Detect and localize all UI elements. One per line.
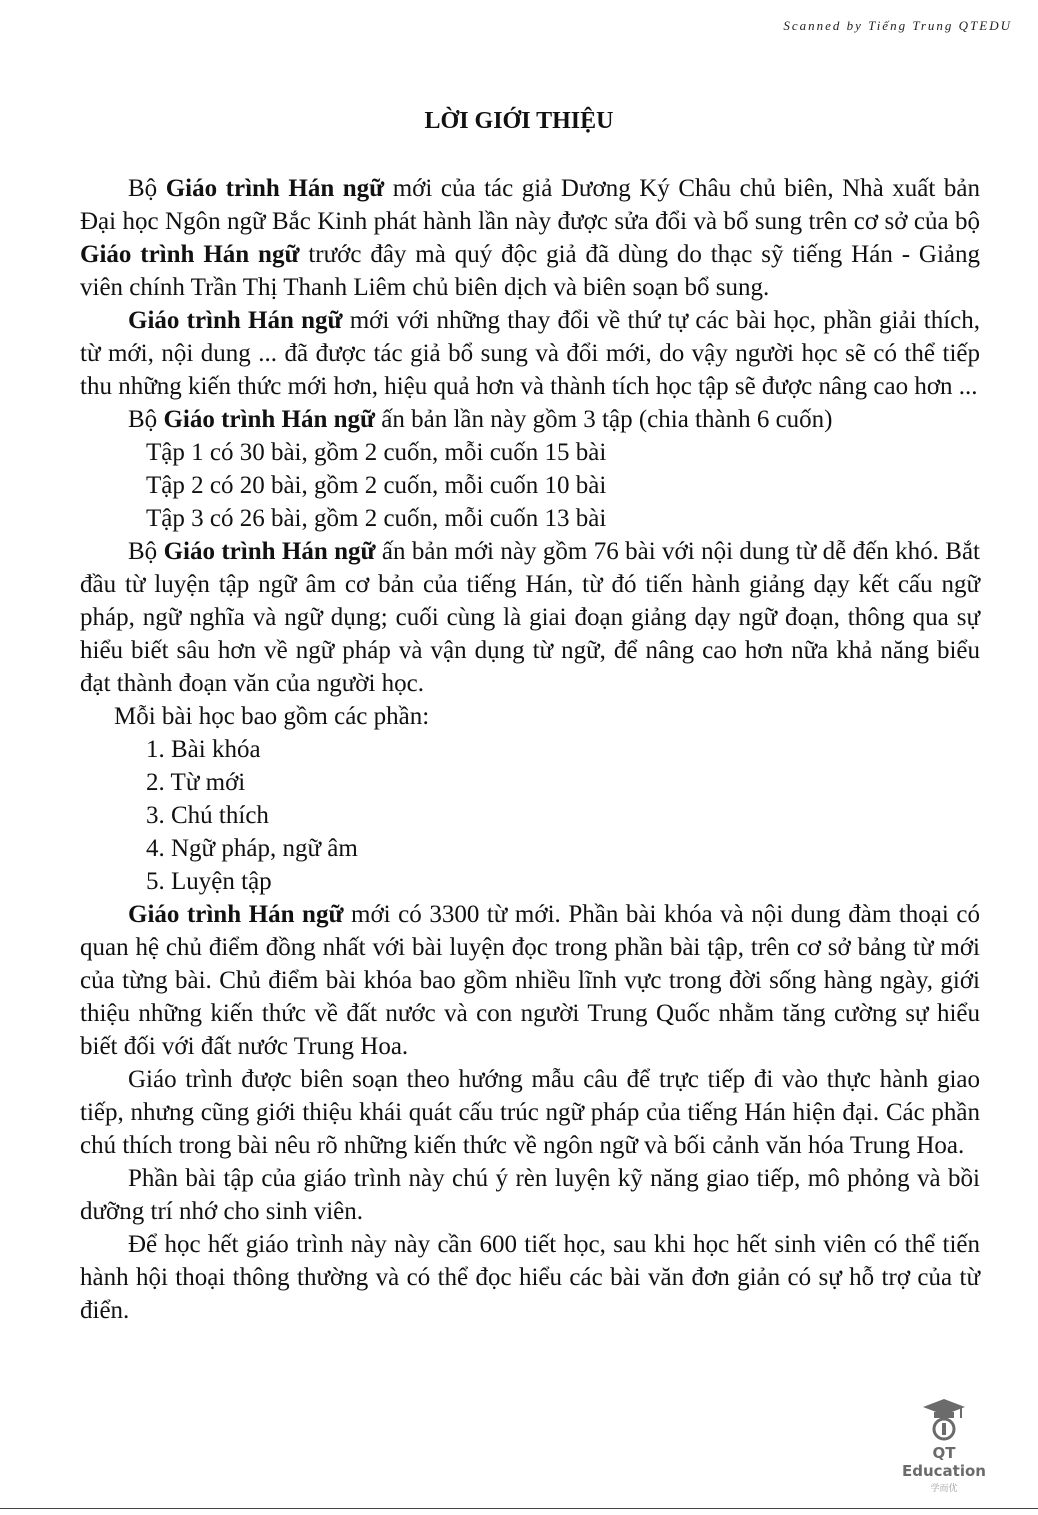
scan-credit: Scanned by Tiếng Trung QTEDU — [783, 18, 1012, 33]
list-item-lesson-part: 5. Luyện tập — [146, 868, 272, 895]
book-title: Giáo trình Hán ngữ — [165, 175, 385, 202]
list-item-lesson-part: 3. Chú thích — [146, 802, 269, 829]
paragraph-structure: Bộ Giáo trình Hán ngữ ấn bản mới này gồm 76 bài với nội dung từ dễ đến khó. Bắt đầu từ luyện tập ngữ âm cơ bản của tiếng Hán, từ đó tiến hành giảng dạy kết cấu ngữ pháp, ngữ nghĩa và ngữ dụng; cuối cùng là giai đoạn giảng dạy ngữ đoạn, thông qua sự hiểu biết sâu hơn về ngữ pháp và vận dụng từ ngữ, để nâng cao hơn nữa khả năng biểu đạt thành đoạn văn của người học. — [80, 538, 980, 697]
book-title: Giáo trình Hán ngữ — [128, 307, 343, 334]
document-body — [80, 172, 980, 1327]
logo-subtext: 学而优 — [930, 1484, 958, 1494]
list-item-lesson-part: 1. Bài khóa — [146, 736, 261, 763]
list-item-lesson-part: 4. Ngữ pháp, ngữ âm — [146, 835, 358, 862]
list-item-volume: Tập 2 có 20 bài, gồm 2 cuốn, mỗi cuốn 10 bài — [146, 472, 607, 499]
paragraph-hours: Để học hết giáo trình này này cần 600 tiết học, sau khi học hết sinh viên có thể tiến hành hội thoại thông thường và có thể đọc hiểu các bài văn đơn giản có sự hỗ trợ của từ điển. — [80, 1231, 980, 1324]
book-title: Giáo trình Hán ngữ — [80, 241, 300, 268]
list-item-volume: Tập 3 có 26 bài, gồm 2 cuốn, mỗi cuốn 13 bài — [146, 505, 607, 532]
paragraph-volumes: Bộ Giáo trình Hán ngữ ấn bản lần này gồm 3 tập (chia thành 6 cuốn) — [128, 406, 833, 433]
graduation-cap-logo-icon — [921, 1396, 967, 1442]
page-bottom-edge — [0, 1508, 1038, 1509]
logo-text: QT Education — [902, 1444, 986, 1480]
book-title: Giáo trình Hán ngữ — [163, 406, 376, 433]
list-item-volume: Tập 1 có 30 bài, gồm 2 cuốn, mỗi cuốn 15 bài — [146, 439, 607, 466]
list-item-lesson-part: 2. Từ mới — [146, 769, 246, 796]
paragraph-exercises: Phần bài tập của giáo trình này chú ý rèn luyện kỹ năng giao tiếp, mô phỏng và bồi dưỡng trí nhớ cho sinh viên. — [80, 1165, 980, 1225]
paragraph-lesson-parts: Mỗi bài học bao gồm các phần: — [114, 703, 430, 730]
book-title: Giáo trình Hán ngữ — [128, 901, 344, 928]
paragraph-vocabulary: Giáo trình Hán ngữ mới có 3300 từ mới. Phần bài khóa và nội dung đàm thoại có quan hệ chủ điểm đồng nhất với bài luyện đọc trong phần bài tập, trên cơ sở bảng từ mới của từng bài. Chủ điểm bài khóa bao gồm nhiều lĩnh vực trong đời sống hàng ngày, giới thiệu những kiến thức về đất nước và con người Trung Quốc nhằm tăng cường sự hiểu biết đối với đất nước Trung Hoa. — [80, 901, 980, 1060]
paragraph-approach: Giáo trình được biên soạn theo hướng mẫu câu để trực tiếp đi vào thực hành giao tiếp, nhưng cũng giới thiệu khái quát cấu trúc ngữ pháp của tiếng Hán hiện đại. Các phần chú thích trong bài nêu rõ những kiến thức về ngôn ngữ và bối cảnh văn hóa Trung Hoa. — [80, 1066, 980, 1159]
page-title: LỜI GIỚI THIỆU — [424, 108, 614, 134]
paragraph-intro: Bộ Giáo trình Hán ngữ mới của tác giả Dương Ký Châu chủ biên, Nhà xuất bản Đại học Ngôn ngữ Bắc Kinh phát hành lần này được sửa đổi và bổ sung trên cơ sở của bộ Giáo trình Hán ngữ trước đây mà quý độc giả đã dùng do thạc sỹ tiếng Hán - Giảng viên chính Trần Thị Thanh Liêm chủ biên dịch và biên soạn bổ sung. — [80, 175, 981, 301]
paragraph-changes: Giáo trình Hán ngữ mới với những thay đổi về thứ tự các bài học, phần giải thích, từ mới, nội dung ... đã được tác giả bổ sung và đổi mới, do vậy người học sẽ có thể tiếp thu những kiến thức mới hơn, hiệu quả hơn và thành tích học tập sẽ được nâng cao hơn ... — [80, 307, 981, 400]
book-title: Giáo trình Hán ngữ — [163, 538, 376, 565]
qt-education-logo — [888, 1396, 1000, 1494]
